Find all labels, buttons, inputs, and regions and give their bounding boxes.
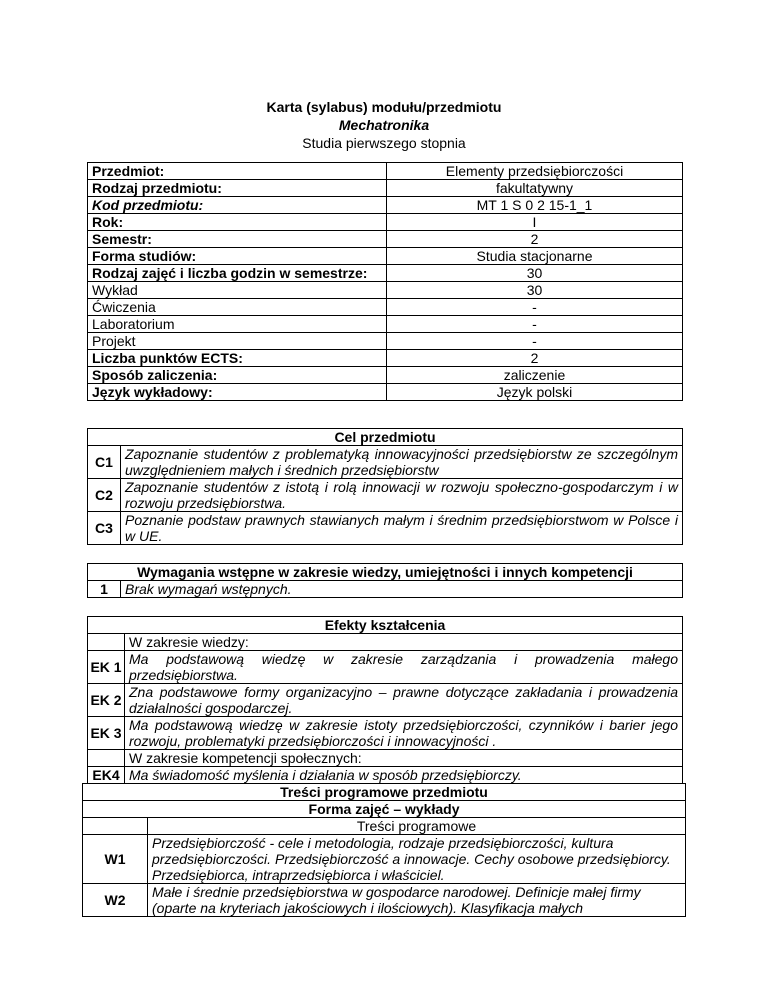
info-row (88, 163, 683, 180)
course-content-table (82, 783, 686, 917)
info-value: 2 (387, 350, 683, 367)
info-row (88, 231, 683, 248)
outcomes-section-knowledge: W zakresie wiedzy: (125, 634, 683, 651)
info-label: Forma studiów: (88, 248, 387, 265)
prerequisite-text: Brak wymagań wstępnych. (121, 581, 683, 598)
info-label: Semestr: (88, 231, 387, 248)
info-row (88, 316, 683, 333)
outcome-text: Ma świadomość myślenia i działania w sposób przedsiębiorczy. (125, 767, 683, 784)
info-label: Ćwiczenia (88, 299, 387, 316)
info-row (88, 299, 683, 316)
content-subheader: Treści programowe (148, 818, 686, 835)
info-row (88, 384, 683, 401)
info-value: 2 (387, 231, 683, 248)
info-label: Rodzaj zajęć i liczba godzin w semestrze: (88, 265, 387, 282)
content-row (83, 884, 686, 917)
course-objectives-table (87, 428, 683, 545)
objective-code: C3 (88, 512, 121, 545)
objectives-title: Cel przedmiotu (88, 429, 683, 446)
info-value: Studia stacjonarne (387, 248, 683, 265)
info-row (88, 265, 683, 282)
info-row (88, 350, 683, 367)
info-label: Wykład (88, 282, 387, 299)
outcome-code: EK 2 (88, 684, 125, 717)
info-label: Sposób zaliczenia: (88, 367, 387, 384)
info-label: Laboratorium (88, 316, 387, 333)
document-header (0, 98, 768, 152)
outcome-text: Ma podstawową wiedzę w zakresie zarządzania i prowadzenia małego przedsiębiorstwa. (125, 651, 683, 684)
objective-row (88, 479, 683, 512)
info-row (88, 333, 683, 350)
subject-name: Mechatronika (338, 117, 430, 133)
outcome-row (88, 717, 683, 750)
prerequisites-title: Wymagania wstępne w zakresie wiedzy, umiejętności i innych kompetencji (88, 564, 683, 581)
course-info-table (87, 162, 683, 401)
info-row (88, 197, 683, 214)
outcome-code: EK4 (88, 767, 125, 784)
learning-outcomes-table (87, 616, 683, 784)
outcome-text: Zna podstawowe formy organizacyjno – prawne dotyczące zakładania i prowadzenia działalności gospodarczej. (125, 684, 683, 717)
content-code: W1 (83, 835, 148, 884)
info-row (88, 282, 683, 299)
objective-code: C1 (88, 446, 121, 479)
content-form: Forma zajęć – wykłady (83, 801, 686, 818)
objective-text: Poznanie podstaw prawnych stawianych małym i średnim przedsiębiorstwom w Polsce i w UE. (121, 512, 683, 545)
prerequisite-row (88, 581, 683, 598)
info-label: Projekt (88, 333, 387, 350)
outcomes-title: Efekty kształcenia (88, 617, 683, 634)
objective-text: Zapoznanie studentów z problematyką innowacyjności przedsiębiorstw ze szczególnym uwzględnieniem małych i średnich przedsiębiorstw (121, 446, 683, 479)
info-label: Język wykładowy: (88, 384, 387, 401)
outcome-row (88, 651, 683, 684)
info-label: Przedmiot: (88, 163, 387, 180)
info-row (88, 367, 683, 384)
info-value: Język polski (387, 384, 683, 401)
study-level: Studia pierwszego stopnia (302, 135, 466, 151)
info-value: - (387, 333, 683, 350)
content-row (83, 835, 686, 884)
info-value: MT 1 S 0 2 15-1_1 (387, 197, 683, 214)
document-title: Karta (sylabus) modułu/przedmiotu (266, 99, 502, 115)
objective-text: Zapoznanie studentów z istotą i rolą innowacji w rozwoju społeczno-gospodarczym i w rozwoju przedsiębiorstwa. (121, 479, 683, 512)
info-value: fakultatywny (387, 180, 683, 197)
info-label: Rok: (88, 214, 387, 231)
outcome-row (88, 684, 683, 717)
info-label: Rodzaj przedmiotu: (88, 180, 387, 197)
info-row (88, 214, 683, 231)
info-label: Kod przedmiotu: (88, 197, 387, 214)
outcomes-section-competences: W zakresie kompetencji społecznych: (125, 750, 683, 767)
outcome-row (88, 767, 683, 784)
info-value: I (387, 214, 683, 231)
outcome-code: EK 1 (88, 651, 125, 684)
info-value: 30 (387, 265, 683, 282)
content-text: Przedsiębiorczość - cele i metodologia, rodzaje przedsiębiorczości, kultura przedsiębiorczości. Przedsiębiorczość a innowacje. Cechy osobowe przedsiębiorcy. Przedsiębiorca, intraprzedsiębiorca i właściciel. (148, 835, 686, 884)
objective-row (88, 512, 683, 545)
objective-row (88, 446, 683, 479)
info-label: Liczba punktów ECTS: (88, 350, 387, 367)
content-code: W2 (83, 884, 148, 917)
info-value: zaliczenie (387, 367, 683, 384)
info-row (88, 248, 683, 265)
info-value: Elementy przedsiębiorczości (387, 163, 683, 180)
outcome-text: Ma podstawową wiedzę w zakresie istoty przedsiębiorczości, czynników i barier jego rozwoju, problematyki przedsiębiorczości i innowacyjności . (125, 717, 683, 750)
info-value: - (387, 316, 683, 333)
content-title: Treści programowe przedmiotu (83, 784, 686, 801)
prerequisite-code: 1 (88, 581, 121, 598)
info-row (88, 180, 683, 197)
info-value: 30 (387, 282, 683, 299)
objective-code: C2 (88, 479, 121, 512)
outcome-code: EK 3 (88, 717, 125, 750)
info-value: - (387, 299, 683, 316)
prerequisites-table (87, 563, 683, 598)
content-text: Małe i średnie przedsiębiorstwa w gospodarce narodowej. Definicje małej firmy (oparte na kryteriach jakościowych i ilościowych). Klasyfikacja małych (148, 884, 686, 917)
